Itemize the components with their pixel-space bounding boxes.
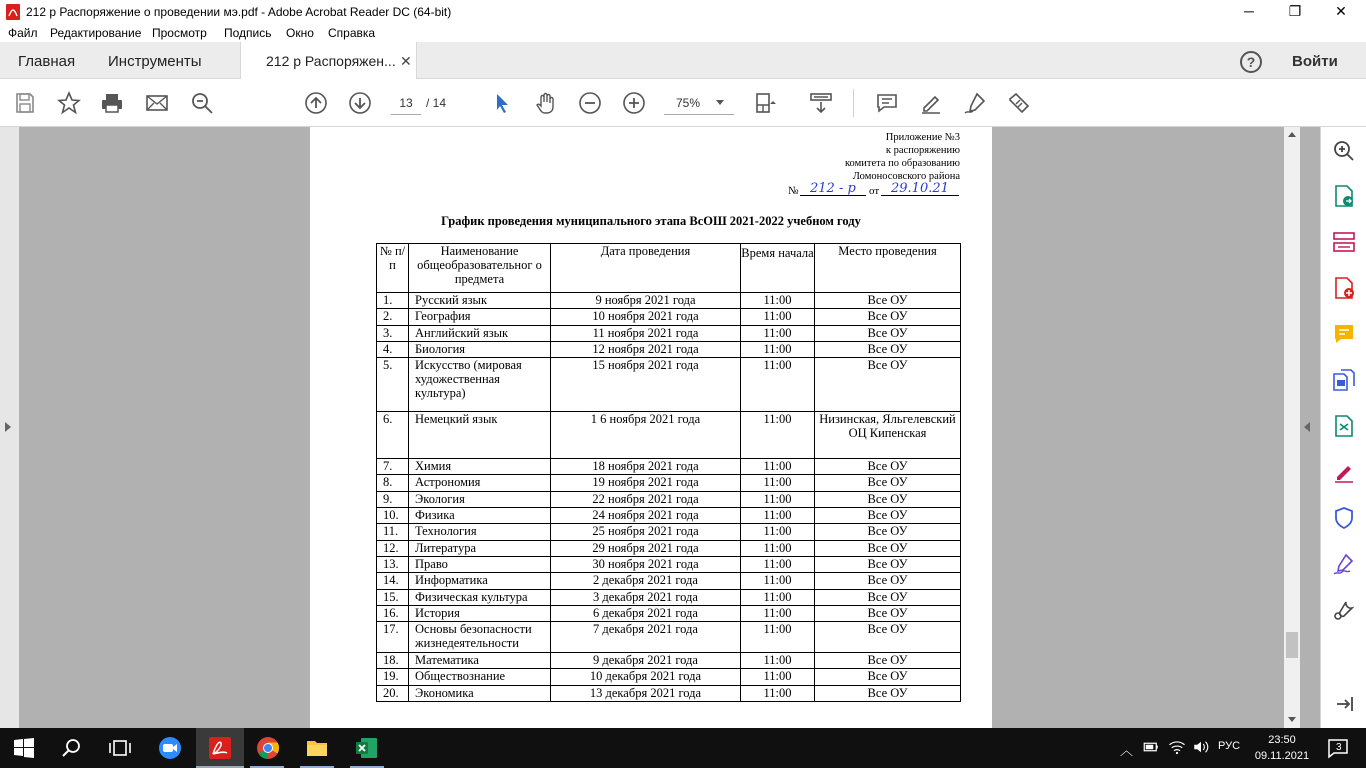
table-row [377,524,961,540]
header-place: Место проведения [815,244,961,293]
time-cell: 11:00 [741,556,815,572]
table-row [377,622,961,653]
time-cell: 11:00 [741,524,815,540]
search-icon[interactable] [60,736,84,760]
table-row [377,685,961,701]
clock-date: 09.11.2021 [1254,750,1310,762]
place-cell: Все ОУ [815,556,961,572]
time-cell: 11:00 [741,475,815,491]
notification-count: 3 [1336,742,1342,753]
export-pdf-icon[interactable] [1332,184,1356,208]
subject-cell: Физическая культура [409,589,551,605]
subject-cell: История [409,605,551,621]
zoom-level-select[interactable] [664,91,734,115]
row-number: 12. [377,540,409,556]
scrollbar-thumb[interactable] [1286,632,1298,658]
table-row [377,325,961,341]
date-cell: 9 декабря 2021 года [551,653,741,669]
table-row [377,491,961,507]
table-row [377,669,961,685]
row-number: 11. [377,524,409,540]
row-number: 2. [377,309,409,325]
table-row [377,508,961,524]
time-cell: 11:00 [741,325,815,341]
schedule-title: График проведения муниципального этапа ВсОШ 2021-2022 учебном году [441,214,861,228]
clock-time: 23:50 [1268,734,1296,746]
header-date: Дата проведения [551,244,741,293]
tab-bar [0,42,1366,79]
task-view-icon[interactable] [108,736,132,760]
tab-home[interactable]: Главная [18,53,76,70]
organize-pages-icon[interactable] [1332,230,1356,254]
table-row [377,412,961,459]
scroll-mode-icon[interactable] [809,91,833,115]
row-number: 8. [377,475,409,491]
more-tools-icon[interactable] [1332,598,1356,622]
header-num: № п/п [377,244,409,293]
comment-icon[interactable] [875,91,899,115]
subject-cell: Литература [409,540,551,556]
place-cell: Все ОУ [815,358,961,412]
table-row [377,293,961,309]
fill-sign-tool-icon[interactable] [1332,460,1356,484]
time-cell: 11:00 [741,358,815,412]
attachment-line: Ломоносовского района [852,171,960,182]
scroll-up-icon[interactable] [1288,132,1296,137]
zoom-out-icon[interactable] [578,91,602,115]
date-cell: 10 декабря 2021 года [551,669,741,685]
place-cell: Все ОУ [815,309,961,325]
hand-tool-icon[interactable] [534,91,558,115]
row-number: 19. [377,669,409,685]
date-cell: 7 декабря 2021 года [551,622,741,653]
attachment-line: к распоряжению [885,145,960,156]
vertical-scrollbar[interactable] [1284,127,1300,728]
sign-icon[interactable] [963,91,987,115]
place-cell: Все ОУ [815,293,961,309]
close-window-button[interactable]: ✕ [1335,3,1347,19]
menu-sign[interactable]: Подпись [224,26,272,40]
row-number: 10. [377,508,409,524]
menu-help[interactable]: Справка [328,26,376,40]
subject-cell: Химия [409,459,551,475]
create-pdf-icon[interactable] [1332,276,1356,300]
number-prefix: № [788,185,799,197]
collapse-right-icon[interactable] [1304,422,1310,432]
header-time: Время начала [741,244,815,293]
subject-cell: Математика [409,653,551,669]
subject-cell: Биология [409,341,551,357]
attachment-line: Приложение №3 [885,132,960,143]
date-cell: 11 ноября 2021 года [551,325,741,341]
time-cell: 11:00 [741,685,815,701]
date-cell: 12 ноября 2021 года [551,341,741,357]
date-cell: 22 ноября 2021 года [551,491,741,507]
row-number: 3. [377,325,409,341]
date-cell: 29 ноября 2021 года [551,540,741,556]
table-row [377,589,961,605]
row-number: 9. [377,491,409,507]
schedule-table [376,243,961,702]
date-cell: 9 ноября 2021 года [551,293,741,309]
chrome-app-icon[interactable] [256,736,280,760]
subject-cell: Экология [409,491,551,507]
place-cell: Все ОУ [815,508,961,524]
table-row [377,573,961,589]
acrobat-logo-icon [6,4,20,20]
protect-icon[interactable] [1332,506,1356,530]
handwritten-date: 29.10.21 [891,181,949,196]
tab-document-label: 212 р Распоряжен... [266,53,396,69]
place-cell: Все ОУ [815,669,961,685]
place-cell: Низинская, Яльгелевский ОЦ Кипенская [815,412,961,459]
row-number: 16. [377,605,409,621]
subject-cell: Немецкий язык [409,412,551,459]
subject-cell: Экономика [409,685,551,701]
row-number: 18. [377,653,409,669]
row-number: 14. [377,573,409,589]
table-row [377,475,961,491]
table-row [377,653,961,669]
place-cell: Все ОУ [815,540,961,556]
row-number: 1. [377,293,409,309]
subject-cell: Технология [409,524,551,540]
schedule-rows [377,293,961,702]
row-number: 13. [377,556,409,572]
page-down-icon[interactable] [348,91,372,115]
tab-tools[interactable]: Инструменты [108,53,202,70]
title-bar [0,0,1366,24]
place-cell: Все ОУ [815,685,961,701]
page-up-icon[interactable] [304,91,328,115]
date-cell: 1 6 ноября 2021 года [551,412,741,459]
language-indicator[interactable]: РУС [1218,740,1241,752]
explorer-app-icon[interactable] [305,736,329,760]
header-subject: Наименование общеобразовательног о предмета [409,244,551,293]
subject-cell: Астрономия [409,475,551,491]
document-viewer[interactable] [0,127,1320,728]
highlight-pen-icon[interactable] [919,91,943,115]
time-cell: 11:00 [741,589,815,605]
time-cell: 11:00 [741,573,815,589]
bookmark-star-icon[interactable] [57,91,81,115]
date-cell: 13 декабря 2021 года [551,685,741,701]
taskbar [0,728,1366,768]
time-cell: 11:00 [741,293,815,309]
combine-files-icon[interactable] [1332,368,1356,392]
fill-sign-icon[interactable] [1007,91,1031,115]
maximize-button[interactable]: ❐ [1288,3,1302,19]
place-cell: Все ОУ [815,459,961,475]
collapse-panel-icon[interactable] [1332,692,1356,716]
date-cell: 3 декабря 2021 года [551,589,741,605]
page-total: / 14 [426,96,447,110]
row-number: 6. [377,412,409,459]
row-number: 15. [377,589,409,605]
menu-window[interactable]: Окно [286,26,314,40]
menu-edit[interactable]: Редактирование [50,26,142,40]
subject-cell: Русский язык [409,293,551,309]
tools-pane [1320,127,1366,728]
handwritten-number: 212 - р [810,181,856,196]
date-prefix: от [869,185,880,197]
menu-view[interactable]: Просмотр [152,26,207,40]
row-number: 4. [377,341,409,357]
place-cell: Все ОУ [815,573,961,589]
left-panel-toggle[interactable] [0,127,19,728]
zoom-level-value: 75% [676,96,701,110]
zoom-app-icon[interactable] [158,736,182,760]
time-cell: 11:00 [741,309,815,325]
subject-cell: Информатика [409,573,551,589]
fit-page-icon[interactable] [754,91,778,115]
battery-icon[interactable] [1142,738,1160,756]
time-cell: 11:00 [741,341,815,357]
window-title: 212 р Распоряжение о проведении мэ.pdf - Adobe Acrobat Reader DC (64-bit) [26,5,452,19]
date-cell: 2 декабря 2021 года [551,573,741,589]
email-icon[interactable] [145,91,169,115]
acrobat-app-icon[interactable] [208,736,232,760]
wifi-icon[interactable] [1168,738,1186,756]
time-cell: 11:00 [741,669,815,685]
expand-left-icon [5,422,11,432]
place-cell: Все ОУ [815,653,961,669]
print-icon[interactable] [100,91,124,115]
subject-cell: Физика [409,508,551,524]
place-cell: Все ОУ [815,605,961,621]
place-cell: Все ОУ [815,524,961,540]
subject-cell: Обществознание [409,669,551,685]
close-tab-icon[interactable]: ✕ [400,53,412,69]
time-cell: 11:00 [741,653,815,669]
time-cell: 11:00 [741,605,815,621]
date-cell: 19 ноября 2021 года [551,475,741,491]
time-cell: 11:00 [741,508,815,524]
place-cell: Все ОУ [815,475,961,491]
subject-cell: Искусство (мировая художественная культура) [409,358,551,412]
time-cell: 11:00 [741,540,815,556]
scroll-down-icon[interactable] [1288,717,1296,722]
date-cell: 30 ноября 2021 года [551,556,741,572]
order-number-line [788,183,960,197]
select-cursor-icon[interactable] [490,91,514,115]
signin-button[interactable]: Войти [1292,53,1338,70]
table-row [377,459,961,475]
menu-bar [0,24,1366,42]
table-row [377,556,961,572]
row-number: 17. [377,622,409,653]
time-cell: 11:00 [741,622,815,653]
comment-tool-icon[interactable] [1332,322,1356,346]
toolbar [0,79,1366,127]
zoom-in-icon[interactable] [622,91,646,115]
table-row [377,341,961,357]
table-row [377,309,961,325]
date-cell: 25 ноября 2021 года [551,524,741,540]
request-signature-icon[interactable] [1332,552,1356,576]
search-zoom-icon[interactable] [190,91,214,115]
zoom-tool-icon[interactable] [1332,139,1356,163]
table-row [377,605,961,621]
subject-cell: География [409,309,551,325]
minimize-button[interactable]: ─ [1244,3,1254,19]
time-cell: 11:00 [741,491,815,507]
subject-cell: Основы безопасности жизнедеятельности [409,622,551,653]
table-row [377,540,961,556]
excel-app-icon[interactable] [355,736,379,760]
start-icon[interactable] [12,736,36,760]
toolbar-divider [853,89,854,117]
subject-cell: Право [409,556,551,572]
tab-document[interactable] [240,42,417,80]
table-header-row [377,244,961,293]
attachment-line: комитета по образованию [844,158,960,169]
date-cell: 18 ноября 2021 года [551,459,741,475]
subject-cell: Английский язык [409,325,551,341]
date-cell: 15 ноября 2021 года [551,358,741,412]
help-icon[interactable]: ? [1240,51,1262,73]
tray-chevron-icon[interactable]: ︿ [1120,743,1134,758]
date-cell: 10 ноября 2021 года [551,309,741,325]
menu-file[interactable]: Файл [8,26,38,40]
row-number: 5. [377,358,409,412]
table-row [377,358,961,412]
compress-icon[interactable] [1332,414,1356,438]
time-cell: 11:00 [741,412,815,459]
place-cell: Все ОУ [815,622,961,653]
place-cell: Все ОУ [815,341,961,357]
time-cell: 11:00 [741,459,815,475]
date-cell: 6 декабря 2021 года [551,605,741,621]
place-cell: Все ОУ [815,325,961,341]
place-cell: Все ОУ [815,491,961,507]
save-icon[interactable] [13,91,37,115]
clock[interactable] [1254,732,1310,764]
pdf-page [310,127,992,728]
date-cell: 24 ноября 2021 года [551,508,741,524]
chevron-down-icon [716,100,724,105]
volume-icon[interactable] [1192,738,1210,756]
row-number: 20. [377,685,409,701]
row-number: 7. [377,459,409,475]
page-number-input[interactable]: 13 [391,91,421,115]
place-cell: Все ОУ [815,589,961,605]
